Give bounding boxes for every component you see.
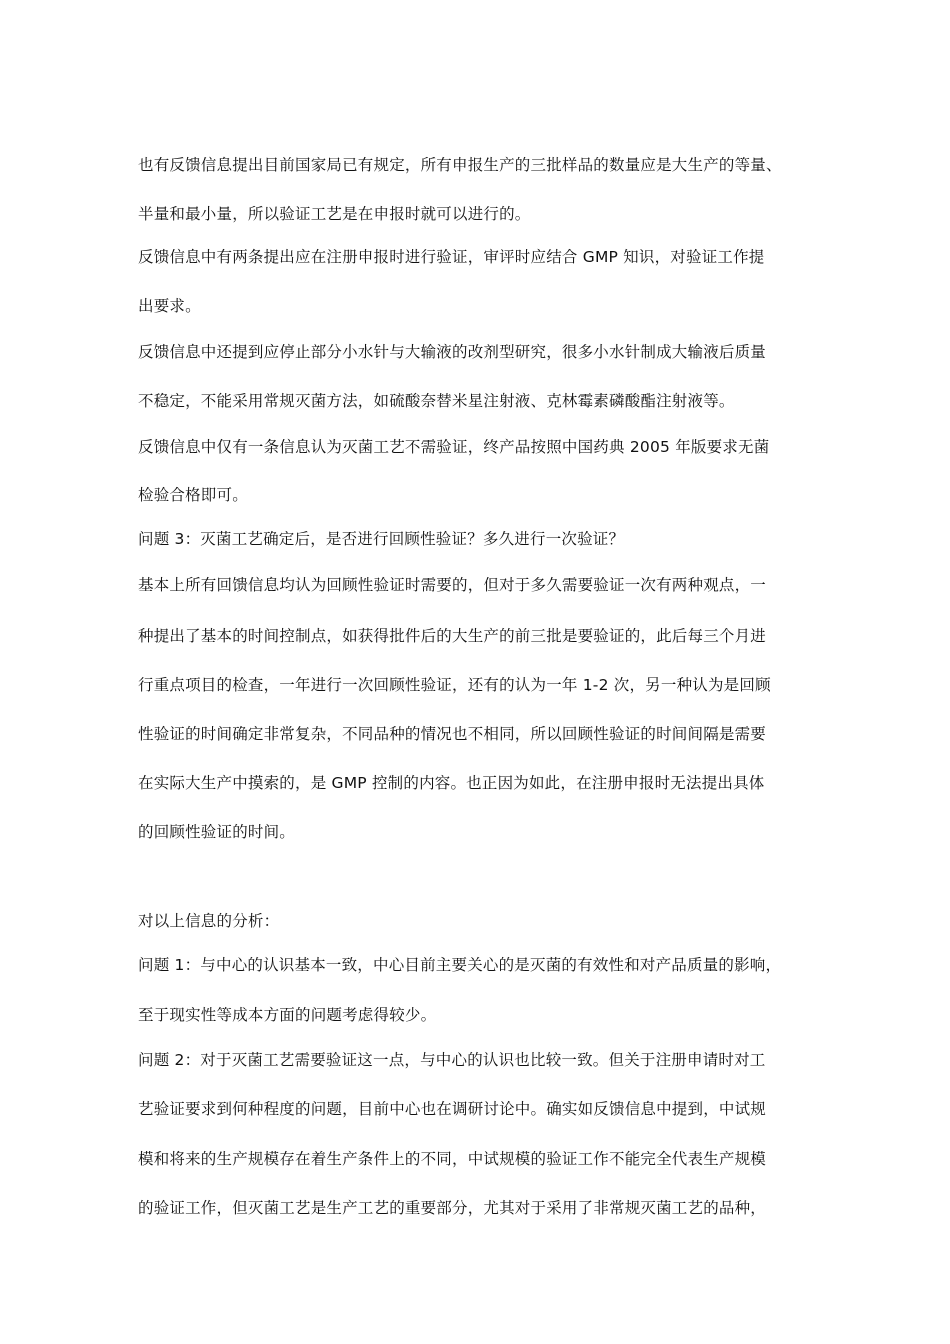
- text-line: 反馈信息中仅有一条信息认为灭菌工艺不需验证，终产品按照中国药典 2005 年版要求无菌: [138, 438, 770, 456]
- text-line: 在实际大生产中摸索的，是 GMP 控制的内容。也正因为如此，在注册申报时无法提出具体: [138, 774, 765, 792]
- text-line: 问题 3：灭菌工艺确定后，是否进行回顾性验证？多久进行一次验证？: [138, 530, 625, 548]
- text-line: 不稳定，不能采用常规灭菌方法，如硫酸奈替米星注射液、克林霉素磷酸酯注射液等。: [138, 392, 735, 410]
- text-line: 艺验证要求到何种程度的问题，目前中心也在调研讨论中。确实如反馈信息中提到，中试规: [138, 1100, 767, 1118]
- text-line: 问题 2：对于灭菌工艺需要验证这一点，与中心的认识也比较一致。但关于注册申请时对工: [138, 1051, 766, 1069]
- text-line: 至于现实性等成本方面的问题考虑得较少。: [138, 1006, 437, 1024]
- text-line: 半量和最小量，所以验证工艺是在申报时就可以进行的。: [138, 205, 531, 223]
- text-line: 反馈信息中有两条提出应在注册申报时进行验证，审评时应结合 GMP 知识，对验证工作提: [138, 248, 765, 266]
- text-line: 模和将来的生产规模存在着生产条件上的不同，中试规模的验证工作不能完全代表生产规模: [138, 1150, 767, 1168]
- text-line: 检验合格即可。: [138, 486, 248, 504]
- text-line: 也有反馈信息提出目前国家局已有规定，所有申报生产的三批样品的数量应是大生产的等量、: [138, 156, 782, 174]
- text-line: 种提出了基本的时间控制点，如获得批件后的大生产的前三批是要验证的，此后每三个月进: [138, 627, 767, 645]
- text-line: 反馈信息中还提到应停止部分小水针与大输液的改剂型研究，很多小水针制成大输液后质量: [138, 343, 767, 361]
- text-line: 的回顾性验证的时间。: [138, 823, 296, 841]
- text-line: 性验证的时间确定非常复杂，不同品种的情况也不相同，所以回顾性验证的时间间隔是需要: [138, 725, 767, 743]
- text-line: 的验证工作，但灭菌工艺是生产工艺的重要部分，尤其对于采用了非常规灭菌工艺的品种，: [138, 1199, 767, 1217]
- text-line: 对以上信息的分析：: [138, 912, 280, 930]
- text-line: 行重点项目的检查，一年进行一次回顾性验证，还有的认为一年 1-2 次，另一种认为是回顾: [138, 676, 771, 694]
- text-line: 问题 1：与中心的认识基本一致，中心目前主要关心的是灭菌的有效性和对产品质量的影响，: [138, 956, 782, 974]
- text-line: 出要求。: [138, 297, 201, 315]
- text-line: 基本上所有回馈信息均认为回顾性验证时需要的，但对于多久需要验证一次有两种观点，一: [138, 576, 767, 594]
